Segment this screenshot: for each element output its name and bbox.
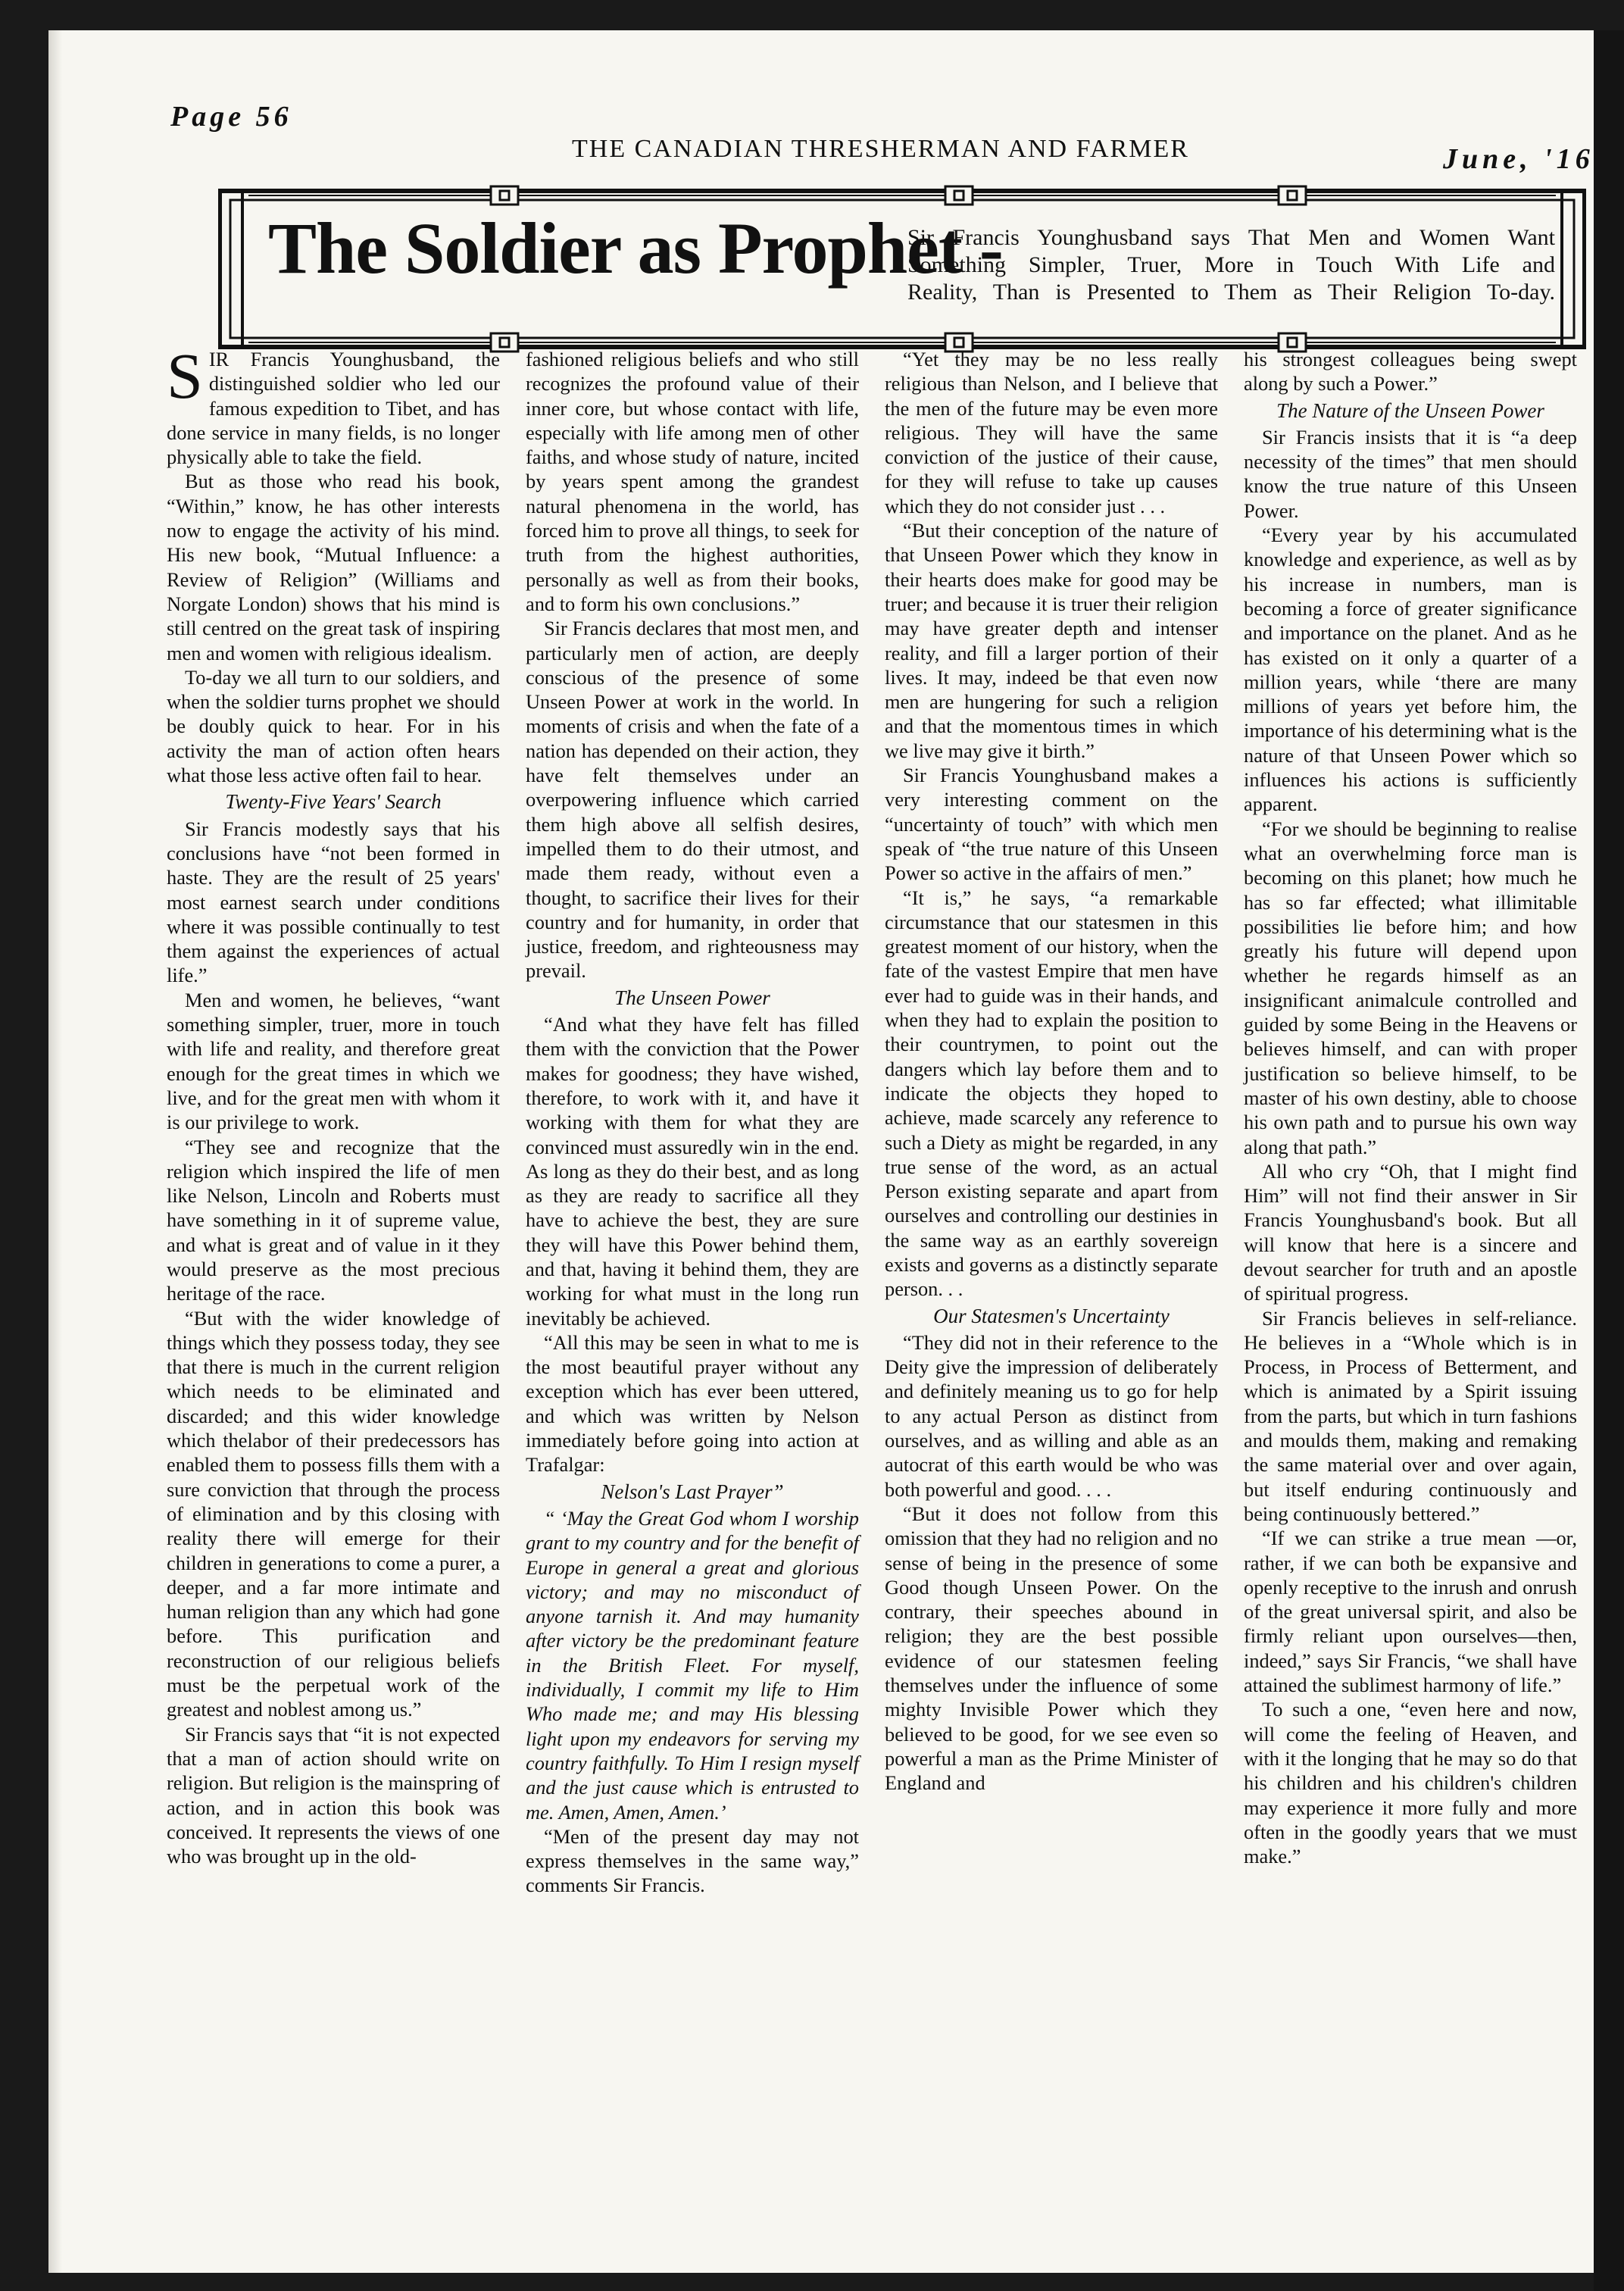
paragraph: “It is,” he says, “a remarkable circumstance that our statesmen in this greatest moment of our history, when the fate of the vastest Empire that men have ever had to guide was in their hands, and when they had to explain the position to their countrymen, to point out the dangers which lay before them and to indicate the objects they hoped to achieve, made scarcely any reference to such a Diety as might be regarded, in any true sense of the word, as an actual Person existing separate and apart from ourselves and controlling our destinies in the same way as an earthly sovereign exists and governs as a distinctly separate person. . . bbox=[885, 886, 1218, 1301]
paragraph: Sir Francis insists that it is “a deep necessity of the times” that men should know the true nature of this Unseen Power. bbox=[1244, 425, 1577, 522]
paragraph: “If we can strike a true mean —or, rather, if we can both be expansive and openly receptive to the inrush and onrush of the great universal spirit, and also be firmly reliant upon ourselves—then, indeed,” says Sir Francis, “we shall have attained the sublimest harmony of life.” bbox=[1244, 1527, 1577, 1697]
paragraph: “Every year by his accumulated knowledge and experience, as well as by his increase in numbers, man is becoming a force of greater significance and importance on the planet. And as he has existed on it only a quarter of a million years, while ‘there are many millions of years yet before him, the importance of his determining what is the nature of that Unseen Power which so influences his actions is sufficiently apparent. bbox=[1244, 524, 1577, 816]
paragraph: To such a one, “even here and now, will come the feeling of Heaven, and with it the longing that he may so do that his children and his children's children may experience it more fully and more often in the goodly years that we must make.” bbox=[1244, 1698, 1577, 1868]
paragraph: “And what they have felt has filled them with the conviction that the Power makes for goodness; they have wished, therefore, to work with it, and have it working with them for what they are convinced must assuredly win in the end. As long as they do their best, and as long as they are ready to sacrifice all they have to achieve the best, they are sure they will have this Power behind them, and that, having it behind them, they are working for what must in the long run inevitably be achieved. bbox=[526, 1013, 859, 1330]
article-body bbox=[167, 339, 1583, 2165]
paragraph: Sir Francis declares that most men, and particularly men of action, are deeply conscious of the presence of some Unseen Power at work in the world. In moments of crisis and when the fate of a nation has depended on their action, they have felt themselves under an overpowering influence which carried them high above all selfish desires, impelled them to do their utmost, and made them ready, without even a thought, to sacrifice their lives for their country and for humanity, in order that justice, freedom, and righteousness may prevail. bbox=[526, 617, 859, 983]
section-heading: Twenty-Five Years' Search bbox=[225, 790, 442, 814]
paragraph: But as those who read his book, “Within,” know, he has other interests now to engage the activity of his mind. His new book, “Mutual Influence: a Review of Religion” (Williams and Norgate London) shows that his mind is still centred on the great task of inspiring men and women with religious idealism. bbox=[167, 470, 500, 664]
section-heading: Our Statesmen's Uncertainty bbox=[933, 1304, 1170, 1327]
section-heading: The Nature of the Unseen Power bbox=[1276, 399, 1544, 422]
paragraph: “But their conception of the nature of that Unseen Power which they know in their hearts does make for good may be truer; and because it is truer their religion may have greater depth and intenser reality, and fill a larger portion of their lives. It may, indeed be that even now men are hungering for such a religion and that the momentous times in which we live may give it birth.” bbox=[885, 519, 1218, 762]
paragraph: “They did not in their reference to the Deity give the impression of deliberately and definitely meaning us to go for help to any actual Person as distinct from ourselves, and as willing and able as an autocrat of this earth would be who was both powerful and good. . . . bbox=[885, 1330, 1218, 1501]
column-4 bbox=[1244, 347, 1577, 1868]
column-1 bbox=[167, 339, 500, 1868]
paragraph: Men and women, he believes, “want something simpler, truer, more in touch with life and reality, and therefore great enough for the great times in which we live, and for the great men with whom it is our privilege to work. bbox=[167, 988, 500, 1134]
article-subhead bbox=[907, 224, 1555, 306]
publication-title: THE CANADIAN THRESHERMAN AND FARMER bbox=[572, 135, 1189, 163]
paragraph: “Men of the present day may not express themselves in the same way,” comments Sir Francis. bbox=[526, 1824, 859, 1897]
section-heading: Nelson's Last Prayer” bbox=[601, 1480, 784, 1503]
subhead-line: Something Simpler, Truer, More in Touch With Life and bbox=[907, 252, 1555, 277]
paragraph: his strongest colleagues being swept along by such a Power.” bbox=[1244, 348, 1577, 395]
section-heading: The Unseen Power bbox=[614, 986, 770, 1009]
paragraph: fashioned religious beliefs and who still recognizes the profound value of their inner core, but whose contact with life, especially with life among men of other faiths, and whose study of nature, incited by years spent among the grandest natural phenomena in the world, has forced him to prove all things, to seek for truth from the highest authorities, personally as well as from their books, and to form his own conclusions.” bbox=[526, 348, 859, 615]
article-headline: The Soldier as Prophet - bbox=[268, 208, 1003, 289]
paragraph: Sir Francis Younghusband makes a very interesting comment on the “uncertainty of touch” with which men speak of “the true nature of this Unseen Power so active in the affairs of men.” bbox=[885, 764, 1218, 885]
column-3 bbox=[885, 347, 1218, 1796]
subhead-line: Sir Francis Younghusband says That Men and Women Want bbox=[907, 225, 1555, 250]
page-fold-shadow bbox=[48, 30, 62, 2273]
drop-cap: S bbox=[167, 339, 203, 412]
column-2 bbox=[526, 347, 859, 1898]
paragraph: “All this may be seen in what to me is the most beautiful prayer without any exception which has ever been uttered, and which was written by Nelson immediately before going into action at Trafalgar: bbox=[526, 1330, 859, 1477]
page-number: Page 56 bbox=[170, 101, 292, 133]
quoted-prayer: “ ‘May the Great God whom I worship grant to my country and for the benefit of Europe in general a great and glorious victory; and may no misconduct of anyone tarnish it. And may humanity after victory be the predominant feature in the British Fleet. For myself, individually, I commit my life to Him Who made me; and may His blessing light upon my endeavors for serving my country faithfully. To Him I resign myself and the just cause which is entrusted to me. Amen, Amen, Amen.’ bbox=[526, 1506, 859, 1824]
paragraph: Sir Francis modestly says that his conclusions have “not been formed in haste. They are the result of 25 years' most earnest search under conditions where it was possible continually to test them against the experiences of actual life.” bbox=[167, 817, 500, 987]
paragraph: “But with the wider knowledge of things which they possess today, they see that there is much in the current religion which needs to be eliminated and discarded; and this wider knowledge which thelabor of their predecessors has enabled them to possess fills them with a sure conviction that through the process of elimination and by this closing with reality there will emerge for their children in generations to come a purer, a deeper, and a far more intimate and human religion than any which had gone before. This purification and reconstruction of our religious beliefs must be the perpetual work of the greatest and noblest among us.” bbox=[167, 1306, 500, 1721]
headline-banner bbox=[218, 185, 1586, 353]
paragraph: “They see and recognize that the religion which inspired the life of men like Nelson, Lincoln and Roberts must have something in it of supreme value, and what is great and of value in it they would preserve as the most precious heritage of the race. bbox=[167, 1135, 500, 1305]
paragraph: All who cry “Oh, that I might find Him” will not find their answer in Sir Francis Younghusband's book. But all will know that here is a sincere and devout searcher for truth and an apostle of spiritual progress. bbox=[1244, 1159, 1577, 1305]
paragraph: Sir Francis believes in self-reliance. He believes in a “Whole which is in Process, in Process of Betterment, and which is animated by a Spirit issuing from the parts, but which in turn fashions and moulds them, making and remaking the same material over and over again, but itself enduring continuously and being continuously bettered.” bbox=[1244, 1306, 1577, 1525]
paragraph: SIR Francis Younghusband, the distinguished soldier who led our famous expedition to Tibet, and has done service in many fields, is no longer physically able to take the field. bbox=[167, 339, 500, 469]
paragraph: “For we should be beginning to realise what an overwhelming force man is becoming on this planet; how much he has so far effected; what illimitable possibilities lie before him; and how greatly his future will depend upon whether he regards himself as an insignificant animalcule controlled and guided by some Being in the Heavens or believes himself, and can with proper justification so believe himself, to be master of his own destiny, able to choose his own path and to pursue his own way along that path.” bbox=[1244, 817, 1577, 1158]
subhead-line: Reality, Than is Presented to Them as Their Religion To-day. bbox=[907, 280, 1555, 305]
scan-border bbox=[1594, 30, 1624, 2291]
paragraph: “Yet they may be no less really religious than Nelson, and I believe that the men of the future may be even more religious. They will have the same conviction of the justice of their cause, for they will refuse to take up causes which they do not consider just . . . bbox=[885, 348, 1218, 517]
issue-date: June, '16 bbox=[1443, 143, 1594, 175]
paragraph: To-day we all turn to our soldiers, and when the soldier turns prophet we should be doubly quick to hear. For in his activity the man of action often hears what those less active often fail to hear. bbox=[167, 665, 500, 787]
paragraph: “But it does not follow from this omission that they had no religion and no sense of being in the presence of some Good though Unseen Power. On the contrary, their speeches abound in religion; they are the best possible evidence of our statesmen feeling themselves under the influence of some mighty Invisible Power which they believed to be good, for we see even so powerful a man as the Prime Minister of England and bbox=[885, 1502, 1218, 1795]
paragraph: Sir Francis says that “it is not expected that a man of action should write on religion. But religion is the mainspring of action, and in action this book was conceived. It represents the views of one who was brought up in the old- bbox=[167, 1722, 500, 1868]
